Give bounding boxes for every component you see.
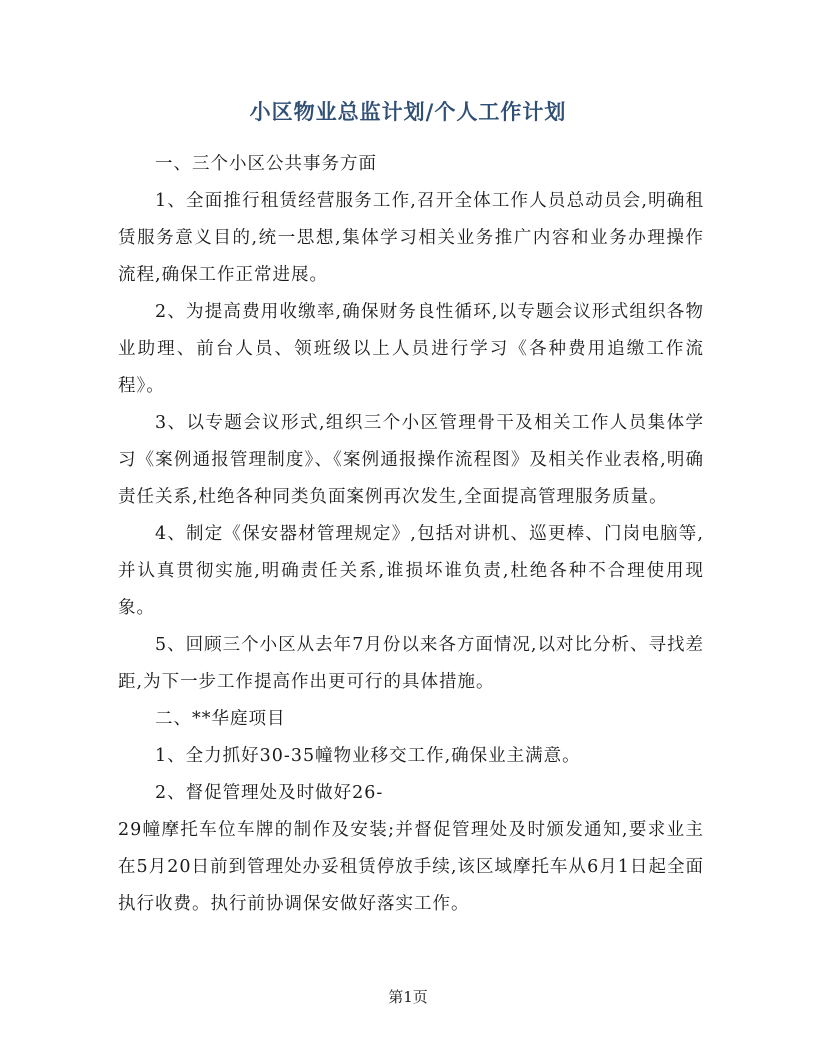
page-title: 小区物业总监计划/个人工作计划 xyxy=(249,99,567,124)
paragraph: 5、回顾三个小区从去年7月份以来各方面情况,以对比分析、寻找差距,为下一步工作提高作出更可行的具体措施。 xyxy=(118,635,704,692)
section-heading: 一、三个小区公共事务方面 xyxy=(155,154,377,174)
paragraph: 1、全面推行租赁经营服务工作,召开全体工作人员总动员会,明确租赁服务意义目的,统一思想,集体学习相关业务推广内容和业务办理操作流程,确保工作正常进展。 xyxy=(118,191,704,285)
document-body xyxy=(118,146,704,923)
page-number: 第1页 xyxy=(388,988,428,1006)
paragraph: 2、督促管理处及时做好26- xyxy=(155,783,384,803)
paragraph: 1、全力抓好30-35幢物业移交工作,确保业主满意。 xyxy=(155,746,581,766)
paragraph: 4、制定《保安器材管理规定》,包括对讲机、巡更棒、门岗电脑等,并认真贯彻实施,明确责任关系,谁损坏谁负责,杜绝各种不合理使用现象。 xyxy=(118,524,704,618)
paragraph: 29幢摩托车位车牌的制作及安装;并督促管理处及时颁发通知,要求业主在5月20日前到管理处办妥租赁停放手续,该区域摩托车从6月1日起全面执行收费。执行前协调保安做好落实工作。 xyxy=(118,820,704,914)
section-heading: 二、**华庭项目 xyxy=(155,709,286,729)
paragraph: 2、为提高费用收缴率,确保财务良性循环,以专题会议形式组织各物业助理、前台人员、领班级以上人员进行学习《各种费用追缴工作流程》。 xyxy=(118,302,704,396)
paragraph: 3、以专题会议形式,组织三个小区管理骨干及相关工作人员集体学习《案例通报管理制度》、《案例通报操作流程图》及相关作业表格,明确责任关系,杜绝各种同类负面案例再次发生,全面提高管理服务质量。 xyxy=(118,413,704,507)
